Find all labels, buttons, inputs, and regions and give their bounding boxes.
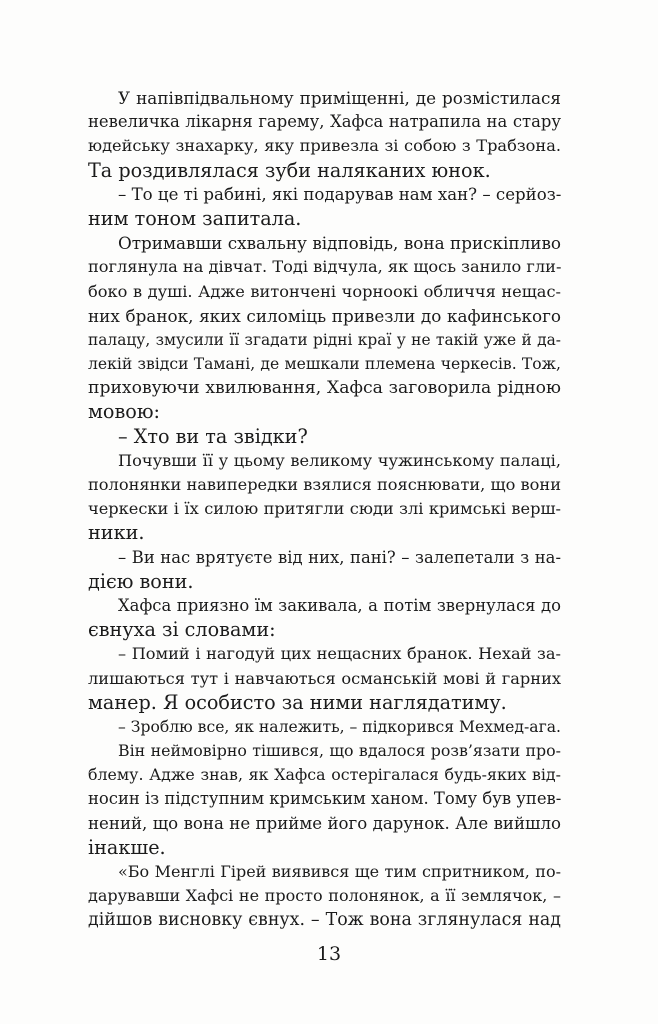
text-line: приховуючи хвилювання, Хафса заговорила рідною bbox=[88, 378, 561, 399]
text-line: блему. Адже знав, як Хафса остерігалася будь-яких від- bbox=[88, 765, 561, 785]
text-line: У напівпідвальному приміщенні, де розмістилася bbox=[118, 88, 561, 108]
page-number: 13 bbox=[316, 943, 342, 965]
text-line: лишаються тут і навчаються османській мові й гарних bbox=[88, 668, 561, 688]
text-line: ники. bbox=[88, 521, 145, 545]
text-line: нений, що вона не прийме його дарунок. Але вийшло bbox=[88, 813, 561, 833]
text-line: манер. Я особисто за ними наглядатиму. bbox=[88, 690, 507, 714]
text-line: – Помий і нагодуй цих нещасних бранок. Нехай за- bbox=[118, 644, 561, 664]
body-text bbox=[88, 86, 561, 933]
text-line: Він неймовірно тішився, що вдалося розв’язати про- bbox=[118, 741, 561, 761]
text-line: – Ви нас врятуєте від них, пані? – залепетали з на- bbox=[118, 547, 561, 567]
text-line: боко в душі. Адже витончені чорноокі обличчя нещас- bbox=[88, 281, 561, 301]
text-line: полонянки навипередки взялися пояснювати, що вони bbox=[88, 475, 561, 494]
text-line: носин із підступним кримським ханом. Тому був упев- bbox=[88, 789, 561, 809]
text-line: палацу, змусили її згадати рідні краї у не такій уже й да- bbox=[88, 330, 561, 349]
text-line: Почувши її у цьому великому чужинському палаці, bbox=[118, 450, 561, 470]
text-line: них бранок, яких силоміць привезли до кафинського bbox=[88, 305, 561, 326]
text-line: юдейську знахарку, яку привезла зі собою з Трабзона. bbox=[88, 136, 561, 156]
text-line: лекій звідси Тамані, де мешкали племена черкесів. Тож, bbox=[88, 355, 561, 374]
text-line: – Хто ви та звідки? bbox=[118, 424, 308, 448]
text-line: поглянула на дівчат. Тоді відчула, як щось занило гли- bbox=[88, 257, 561, 277]
text-line: дійшов висновку євнух. – Тож вона зглянулася над bbox=[88, 910, 561, 931]
text-line: – Зроблю все, як належить, – підкорився Мехмед-ага. bbox=[118, 717, 561, 736]
text-line: євнуха зі словами: bbox=[88, 618, 276, 642]
text-line: мовою: bbox=[88, 400, 160, 424]
text-line: інакше. bbox=[88, 835, 166, 859]
text-line: черкески і їх силою притягли сюди злі кримські верш- bbox=[88, 499, 561, 519]
text-line: ним тоном запитала. bbox=[88, 206, 302, 230]
text-line: Хафса приязно їм закивала, а потім звернулася до bbox=[118, 595, 561, 615]
text-line: – То це ті рабині, які подарував нам хан? – серйоз- bbox=[118, 184, 561, 204]
text-line: дарувавши Хафсі не просто полонянок, а її землячок, – bbox=[88, 886, 561, 906]
text-line: «Бо Менглі Гірей виявився ще тим спритником, по- bbox=[118, 862, 561, 881]
text-line: невеличка лікарня гарему, Хафса натрапила на стару bbox=[88, 112, 561, 132]
text-line: Та роздивлялася зуби наляканих юнок. bbox=[88, 158, 491, 182]
text-line: Отримавши схвальну відповідь, вона прискіпливо bbox=[118, 233, 561, 254]
text-line: дією вони. bbox=[88, 569, 194, 593]
